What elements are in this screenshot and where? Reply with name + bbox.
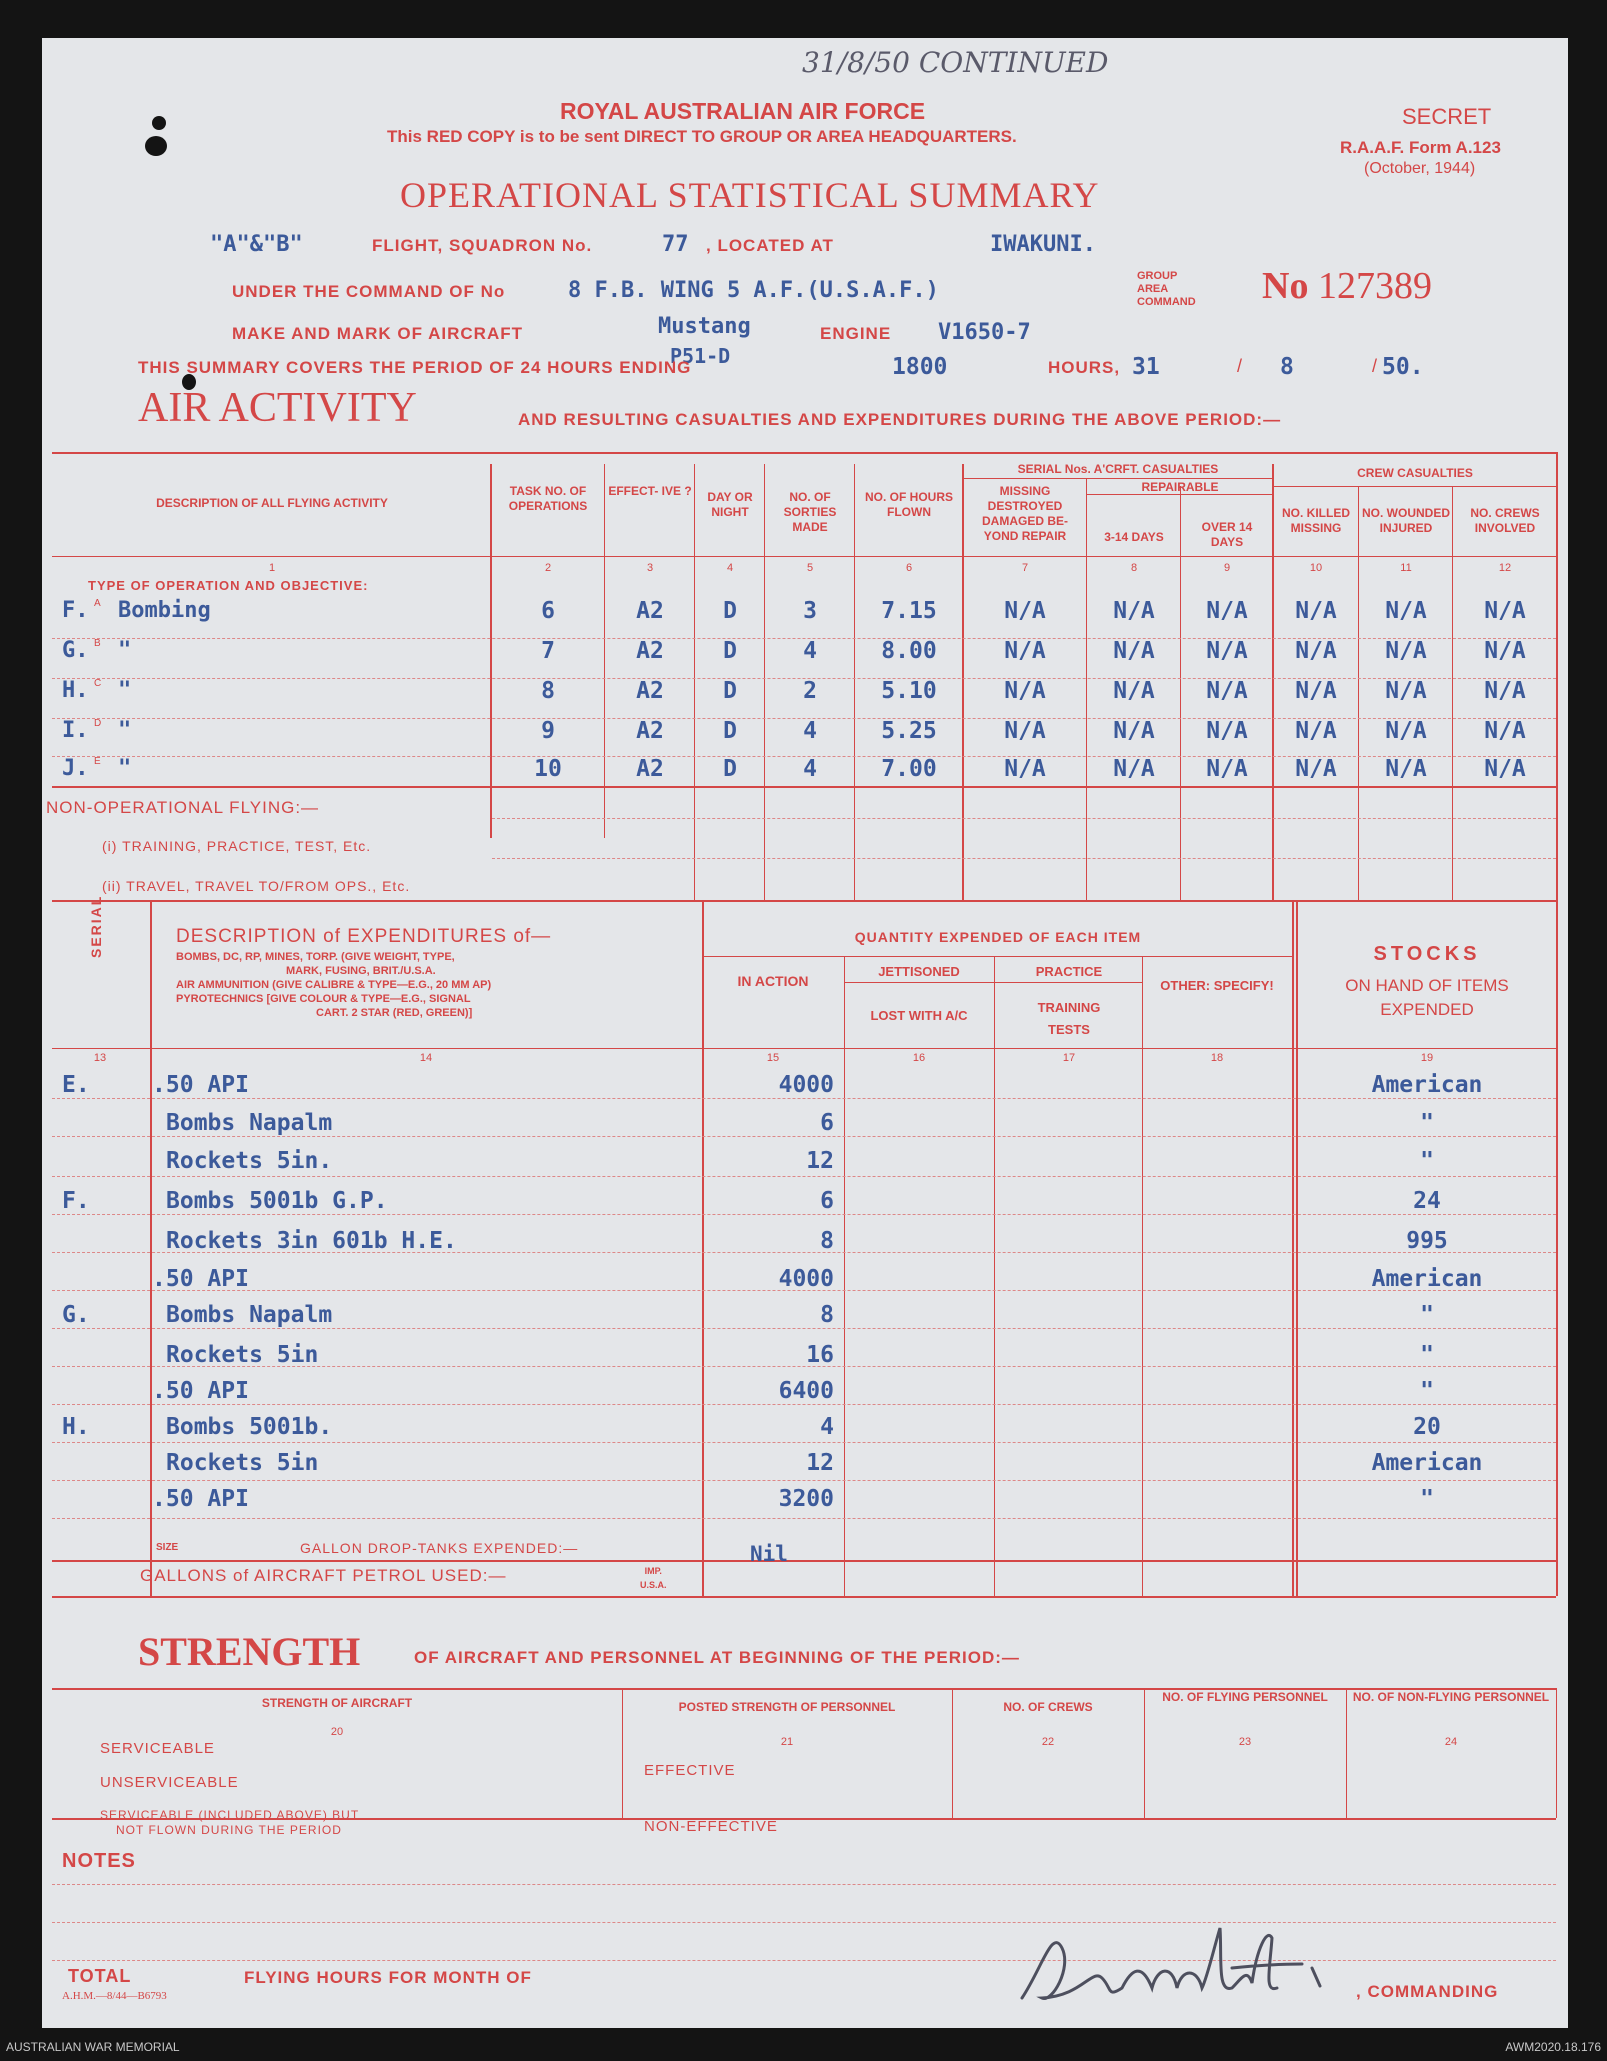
notes-line	[52, 1884, 1556, 1885]
year-value: 50.	[1382, 354, 1424, 380]
col-number: 1	[268, 562, 276, 574]
air-activity-title: AIR ACTIVITY	[138, 385, 417, 431]
column-rule	[622, 1688, 623, 1818]
strength-subtitle: OF AIRCRAFT AND PERSONNEL AT BEGINNING OF THE PERIOD:—	[414, 1648, 1020, 1667]
non-effective-label: NON-EFFECTIVE	[644, 1818, 778, 1835]
activity-cell-task: 8	[541, 678, 555, 704]
activity-cell-c11: N/A	[1385, 598, 1427, 624]
col-number: 22	[1041, 1736, 1055, 1748]
activity-cell-eff: A2	[636, 638, 664, 664]
expenditure-item: Bombs Napalm	[166, 1302, 333, 1328]
table-rule	[52, 452, 1558, 454]
col-header-over-14-days: OVER 14 DAYS	[1201, 520, 1253, 549]
activity-cell-hours: 7.00	[881, 756, 937, 782]
activity-cell-c12: N/A	[1484, 718, 1526, 744]
col-number: 10	[1309, 562, 1323, 574]
form-number: R.A.A.F. Form A.123	[1340, 138, 1501, 157]
column-rule	[1556, 452, 1558, 900]
activity-row-objective: Bombing	[118, 598, 211, 623]
column-rule	[844, 956, 845, 1596]
activity-cell-c10: N/A	[1295, 638, 1337, 664]
notes-label: NOTES	[62, 1850, 136, 1872]
row-rule	[492, 818, 1556, 819]
period-label: THIS SUMMARY COVERS THE PERIOD OF 24 HOURS ENDING	[138, 358, 692, 377]
activity-cell-c12: N/A	[1484, 678, 1526, 704]
activity-row-objective: "	[118, 756, 132, 781]
col-header-training: TRAINING	[1037, 1000, 1101, 1015]
col-header-hours: NO. OF HOURS FLOWN	[864, 490, 953, 519]
hours-label: HOURS,	[1048, 358, 1121, 377]
page-title: OPERATIONAL STATISTICAL SUMMARY	[400, 175, 1100, 215]
expenditure-serial: H.	[62, 1414, 90, 1440]
droptank-value: Nil	[750, 1542, 788, 1566]
col-number: 6	[905, 562, 913, 574]
activity-cell-task: 9	[541, 718, 555, 744]
aircraft-label: MAKE AND MARK OF AIRCRAFT	[232, 324, 523, 343]
activity-cell-c11: N/A	[1385, 756, 1427, 782]
col-header-sorties: NO. OF SORTIES MADE	[783, 490, 837, 534]
col-header-3-14-days: 3-14 DAYS	[1104, 530, 1164, 544]
activity-cell-c11: N/A	[1385, 718, 1427, 744]
expenditure-stock: American	[1371, 1072, 1483, 1098]
activity-cell-c12: N/A	[1484, 638, 1526, 664]
commanding-label: , COMMANDING	[1356, 1982, 1499, 2001]
col-number: 13	[93, 1052, 107, 1064]
col-number: 8	[1130, 562, 1138, 574]
expenditure-qty-in-action: 4	[820, 1414, 834, 1440]
column-rule	[1346, 1688, 1347, 1818]
punch-hole	[145, 136, 167, 156]
activity-cell-c9: N/A	[1206, 718, 1248, 744]
row-rule	[52, 1136, 1556, 1137]
row-rule	[52, 1098, 1556, 1099]
col-header-jettisoned: JETTISONED	[878, 964, 960, 979]
expenditure-stock: "	[1420, 1342, 1434, 1368]
row-rule	[52, 1176, 1556, 1177]
activity-row-letter: F.	[62, 598, 89, 623]
expenditure-stock: 995	[1406, 1228, 1448, 1254]
row-rule	[52, 1404, 1556, 1405]
col-header-other: OTHER: SPECIFY!	[1160, 978, 1274, 993]
col-header-lost-with-ac: LOST WITH A/C	[870, 1008, 968, 1023]
col-number: 21	[780, 1736, 794, 1748]
column-rule	[1272, 464, 1274, 900]
col-header-practice: PRACTICE	[1035, 964, 1103, 979]
activity-row-objective: "	[118, 678, 132, 703]
table-rule	[704, 956, 1292, 957]
activity-cell-dn: D	[723, 678, 737, 704]
non-operational-travel: (ii) TRAVEL, TRAVEL TO/FROM OPS., Etc.	[102, 878, 411, 894]
row-rule	[52, 1328, 1556, 1329]
expenditure-desc-title: DESCRIPTION of EXPENDITURES of—	[176, 926, 552, 947]
expenditure-item: Bombs Napalm	[166, 1110, 333, 1136]
column-rule	[1358, 486, 1359, 900]
col-group-aircraft-casualties: SERIAL Nos. A'CRFT. CASUALTIES	[1017, 462, 1219, 476]
located-label: , LOCATED AT	[706, 236, 834, 255]
col-header-posted-strength: POSTED STRENGTH OF PERSONNEL	[678, 1700, 896, 1714]
table-rule	[52, 786, 1558, 788]
secret-label: SECRET	[1402, 104, 1492, 129]
activity-cell-c8: N/A	[1113, 598, 1155, 624]
col-number: 14	[419, 1052, 433, 1064]
petrol-label: GALLONS of AIRCRAFT PETROL USED:—	[140, 1566, 507, 1585]
activity-cell-eff: A2	[636, 598, 664, 624]
aircraft-make: Mustang	[658, 314, 751, 339]
group-area-command-labels: GROUP AREA COMMAND	[1137, 270, 1196, 308]
expenditure-stock: "	[1420, 1486, 1434, 1512]
table-rule	[52, 1048, 1556, 1049]
col-number: 2	[544, 562, 552, 574]
handwritten-date-note: 31/8/50 CONTINUED	[802, 46, 1109, 79]
expenditure-item: .50 API	[152, 1266, 249, 1292]
activity-row-objective: "	[118, 718, 132, 743]
command-value: 8 F.B. WING 5 A.F.(U.S.A.F.)	[568, 278, 939, 303]
activity-cell-c10: N/A	[1295, 756, 1337, 782]
col-header-wounded: NO. WOUNDED INJURED	[1362, 506, 1450, 535]
activity-cell-hours: 5.10	[881, 678, 937, 704]
column-rule	[764, 464, 765, 900]
activity-cell-sorties: 4	[803, 638, 817, 664]
expenditure-serial: F.	[62, 1188, 90, 1214]
table-rule	[52, 556, 1556, 557]
column-rule	[490, 464, 492, 838]
col-number: 3	[646, 562, 654, 574]
column-rule	[1144, 1688, 1145, 1818]
col-header-strength-aircraft: STRENGTH OF AIRCRAFT	[261, 1696, 413, 1710]
flight-label: FLIGHT, SQUADRON No.	[372, 236, 593, 255]
activity-row-sub-letter: E	[94, 756, 101, 767]
expenditure-stock: "	[1420, 1302, 1434, 1328]
activity-cell-hours: 5.25	[881, 718, 937, 744]
col-header-missing: MISSING DESTROYED DAMAGED BE- YOND REPAIR	[982, 484, 1068, 543]
expenditure-stock: "	[1420, 1148, 1434, 1174]
activity-cell-c12: N/A	[1484, 598, 1526, 624]
activity-cell-c7: N/A	[1004, 638, 1046, 664]
print-reference: A.H.M.—8/44—B6793	[62, 1990, 167, 2002]
activity-cell-c9: N/A	[1206, 638, 1248, 664]
col-number: 24	[1444, 1736, 1458, 1748]
month-value: 8	[1280, 354, 1294, 380]
expenditure-stock: 24	[1413, 1188, 1441, 1214]
unserviceable-label: UNSERVICEABLE	[100, 1774, 239, 1791]
expenditure-item: Rockets 5in.	[166, 1148, 333, 1174]
activity-cell-dn: D	[723, 756, 737, 782]
col-number: 23	[1238, 1736, 1252, 1748]
col-number: 18	[1210, 1052, 1224, 1064]
column-rule	[962, 464, 964, 900]
strength-title: STRENGTH	[138, 1629, 361, 1674]
expenditure-serial: G.	[62, 1302, 90, 1328]
expenditure-qty-in-action: 8	[820, 1228, 834, 1254]
expenditure-item: .50 API	[152, 1072, 249, 1098]
date-separator: /	[1237, 356, 1243, 376]
row-rule	[52, 1480, 1556, 1481]
col-header-crews: NO. OF CREWS	[1003, 1700, 1093, 1714]
archive-reference: AWM2020.18.176	[1505, 2040, 1601, 2054]
activity-cell-sorties: 2	[803, 678, 817, 704]
expenditure-item: Bombs 5001b.	[166, 1414, 333, 1440]
expenditure-qty-in-action: 6400	[778, 1378, 834, 1404]
activity-cell-hours: 7.15	[881, 598, 937, 624]
petrol-units: IMP. U.S.A.	[640, 1566, 667, 1590]
commanding-officer-signature	[1002, 1908, 1362, 2018]
activity-cell-eff: A2	[636, 756, 664, 782]
form-sheet	[42, 38, 1568, 2028]
column-rule	[1556, 900, 1558, 1596]
stocks-subtitle: ON HAND OF ITEMS EXPENDED	[1345, 976, 1509, 1019]
serviceable-not-flown-label: SERVICEABLE (INCLUDED ABOVE) BUT NOT FLOWN DURING THE PERIOD	[100, 1808, 360, 1837]
col-number: 11	[1400, 562, 1412, 574]
activity-row-objective: "	[118, 638, 132, 663]
activity-row-sub-letter: C	[94, 678, 102, 689]
col-number: 12	[1498, 562, 1512, 574]
activity-cell-c9: N/A	[1206, 678, 1248, 704]
activity-cell-task: 10	[534, 756, 562, 782]
flight-value: "A"&"B"	[210, 232, 303, 257]
activity-cell-eff: A2	[636, 678, 664, 704]
activity-cell-c8: N/A	[1113, 718, 1155, 744]
non-operational-training: (i) TRAINING, PRACTICE, TEST, Etc.	[102, 838, 372, 854]
activity-cell-c8: N/A	[1113, 678, 1155, 704]
expenditure-item: .50 API	[152, 1378, 249, 1404]
column-rule	[1556, 1688, 1557, 1818]
column-rule	[1086, 478, 1087, 900]
table-rule	[962, 478, 1272, 479]
column-rule	[694, 464, 695, 900]
col-header-serial: SERIAL	[88, 894, 104, 958]
col-header-effective: EFFECT- IVE ?	[608, 484, 692, 498]
activity-cell-c7: N/A	[1004, 756, 1046, 782]
expenditure-item: Rockets 5in	[166, 1342, 319, 1368]
expenditure-qty-in-action: 12	[806, 1148, 834, 1174]
expenditure-stock: 20	[1413, 1414, 1441, 1440]
activity-cell-hours: 8.00	[881, 638, 937, 664]
activity-cell-c7: N/A	[1004, 718, 1046, 744]
col-header-description: DESCRIPTION OF ALL FLYING ACTIVITY	[156, 496, 388, 510]
col-header-tests: TESTS	[1048, 1022, 1090, 1037]
serviceable-label: SERVICEABLE	[100, 1740, 215, 1757]
expenditure-stock: American	[1371, 1266, 1483, 1292]
type-of-operation-label: TYPE OF OPERATION AND OBJECTIVE:	[88, 578, 369, 593]
non-operational-label: NON-OPERATIONAL FLYING:—	[46, 798, 320, 817]
aircraft-mark: P51-D	[670, 344, 731, 368]
column-rule	[854, 464, 855, 900]
expenditure-qty-in-action: 6	[820, 1110, 834, 1136]
activity-cell-c8: N/A	[1113, 756, 1155, 782]
activity-row-letter: I.	[62, 718, 89, 743]
col-number: 15	[766, 1052, 780, 1064]
col-number: 5	[806, 562, 814, 574]
table-rule	[52, 900, 1558, 902]
activity-cell-c11: N/A	[1385, 678, 1427, 704]
droptank-label: GALLON DROP-TANKS EXPENDED:—	[300, 1540, 579, 1556]
col-group-crew-casualties: CREW CASUALTIES	[1357, 466, 1473, 480]
squadron-number: 77	[662, 232, 689, 257]
col-header-non-flying-personnel: NO. OF NON-FLYING PERSONNEL	[1352, 1690, 1550, 1704]
serial-number: No 127389	[1262, 265, 1432, 307]
row-rule	[52, 1518, 1556, 1519]
col-header-day-night: DAY OR NIGHT	[707, 490, 753, 519]
activity-cell-dn: D	[723, 638, 737, 664]
expenditure-item: Bombs 5001b G.P.	[166, 1188, 388, 1214]
expenditure-stock: American	[1371, 1450, 1483, 1476]
stocks-title: STOCKS	[1373, 943, 1481, 965]
activity-cell-c9: N/A	[1206, 756, 1248, 782]
col-number: 7	[1021, 562, 1029, 574]
column-rule	[1452, 486, 1453, 900]
col-number: 9	[1223, 562, 1231, 574]
table-rule	[1272, 486, 1556, 487]
col-group-repairable: REPAIRABLE	[1141, 480, 1219, 494]
total-label: TOTAL	[68, 1966, 132, 1986]
activity-cell-dn: D	[723, 598, 737, 624]
activity-cell-c10: N/A	[1295, 678, 1337, 704]
expenditure-stock: "	[1420, 1110, 1434, 1136]
activity-cell-c11: N/A	[1385, 638, 1427, 664]
activity-cell-c12: N/A	[1484, 756, 1526, 782]
activity-cell-c8: N/A	[1113, 638, 1155, 664]
activity-cell-c7: N/A	[1004, 678, 1046, 704]
expenditure-stock: "	[1420, 1378, 1434, 1404]
column-rule	[1142, 956, 1143, 1596]
expenditure-qty-in-action: 16	[806, 1342, 834, 1368]
flying-hours-label: FLYING HOURS FOR MONTH OF	[244, 1968, 532, 1987]
column-rule	[1296, 900, 1298, 1596]
column-rule	[604, 464, 605, 838]
activity-cell-sorties: 3	[803, 598, 817, 624]
activity-row-sub-letter: A	[94, 598, 101, 609]
activity-cell-eff: A2	[636, 718, 664, 744]
quantity-expended-title: QUANTITY EXPENDED OF EACH ITEM	[854, 929, 1142, 945]
expenditure-qty-in-action: 6	[820, 1188, 834, 1214]
col-number: 20	[330, 1726, 344, 1738]
activity-cell-c9: N/A	[1206, 598, 1248, 624]
size-label: SIZE	[156, 1542, 179, 1553]
row-rule	[492, 858, 1556, 859]
engine-label: ENGINE	[820, 324, 892, 343]
expenditure-qty-in-action: 3200	[778, 1486, 834, 1512]
activity-cell-c10: N/A	[1295, 718, 1337, 744]
activity-cell-c10: N/A	[1295, 598, 1337, 624]
activity-cell-sorties: 4	[803, 756, 817, 782]
expenditure-qty-in-action: 4000	[778, 1072, 834, 1098]
table-rule	[844, 982, 1142, 983]
effective-label: EFFECTIVE	[644, 1762, 736, 1779]
col-header-task: TASK NO. OF OPERATIONS	[508, 484, 588, 513]
col-header-flying-personnel: NO. OF FLYING PERSONNEL	[1162, 1690, 1328, 1704]
column-rule	[1292, 900, 1294, 1596]
col-number: 4	[726, 562, 734, 574]
date-separator: /	[1372, 356, 1378, 376]
table-rule	[52, 1596, 1556, 1598]
archive-credit: AUSTRALIAN WAR MEMORIAL	[6, 2040, 180, 2054]
punch-hole	[152, 116, 166, 130]
row-rule	[52, 1214, 1556, 1215]
col-header-in-action: IN ACTION	[737, 973, 809, 989]
activity-row-sub-letter: B	[94, 638, 101, 649]
expenditure-desc-instructions: BOMBS, DC, RP, MINES, TORP. (GIVE WEIGHT, TYPE, MARK, FUSING, BRIT./U.S.A. AIR AMMUNITION (GIVE CALIBRE & TYPE—E.G., 20 MM AP) PYROTECHNICS [GIVE COLOUR & TYPE—E.G., SIGNAL CART. 2 STAR (RED, GREEN)]	[176, 951, 492, 1019]
activity-row-letter: H.	[62, 678, 89, 703]
activity-row-sub-letter: D	[94, 718, 102, 729]
expenditure-qty-in-action: 8	[820, 1302, 834, 1328]
engine-value: V1650-7	[938, 320, 1031, 345]
activity-cell-dn: D	[723, 718, 737, 744]
activity-cell-sorties: 4	[803, 718, 817, 744]
expenditure-qty-in-action: 4000	[778, 1266, 834, 1292]
table-rule	[52, 1560, 1556, 1562]
activity-row-letter: J.	[62, 756, 89, 781]
expenditure-item: Rockets 5in	[166, 1450, 319, 1476]
activity-cell-c7: N/A	[1004, 598, 1046, 624]
col-header-crews: NO. CREWS INVOLVED	[1470, 506, 1540, 535]
expenditure-qty-in-action: 12	[806, 1450, 834, 1476]
expenditure-item: .50 API	[152, 1486, 249, 1512]
org-name: ROYAL AUSTRALIAN AIR FORCE	[560, 98, 926, 124]
copy-instruction: This RED COPY is to be sent DIRECT TO GROUP OR AREA HEADQUARTERS.	[387, 127, 1017, 146]
col-number: 16	[912, 1052, 926, 1064]
column-rule	[994, 956, 995, 1596]
expenditure-item: Rockets 3in 601b H.E.	[166, 1228, 457, 1254]
activity-row-letter: G.	[62, 638, 89, 663]
day-value: 31	[1132, 354, 1160, 380]
column-rule	[1180, 486, 1181, 900]
col-header-killed: NO. KILLED MISSING	[1282, 506, 1350, 535]
col-number: 19	[1420, 1052, 1434, 1064]
col-number: 17	[1062, 1052, 1076, 1064]
hours-value: 1800	[892, 354, 948, 380]
row-rule	[52, 1442, 1556, 1443]
location-value: IWAKUNI.	[990, 232, 1096, 257]
command-label: UNDER THE COMMAND OF No	[232, 282, 506, 301]
air-activity-subtitle: AND RESULTING CASUALTIES AND EXPENDITURES DURING THE ABOVE PERIOD:—	[518, 410, 1282, 429]
activity-cell-task: 6	[541, 598, 555, 624]
expenditure-serial: E.	[62, 1072, 90, 1098]
column-rule	[952, 1688, 953, 1818]
form-date: (October, 1944)	[1364, 160, 1476, 177]
activity-cell-task: 7	[541, 638, 555, 664]
